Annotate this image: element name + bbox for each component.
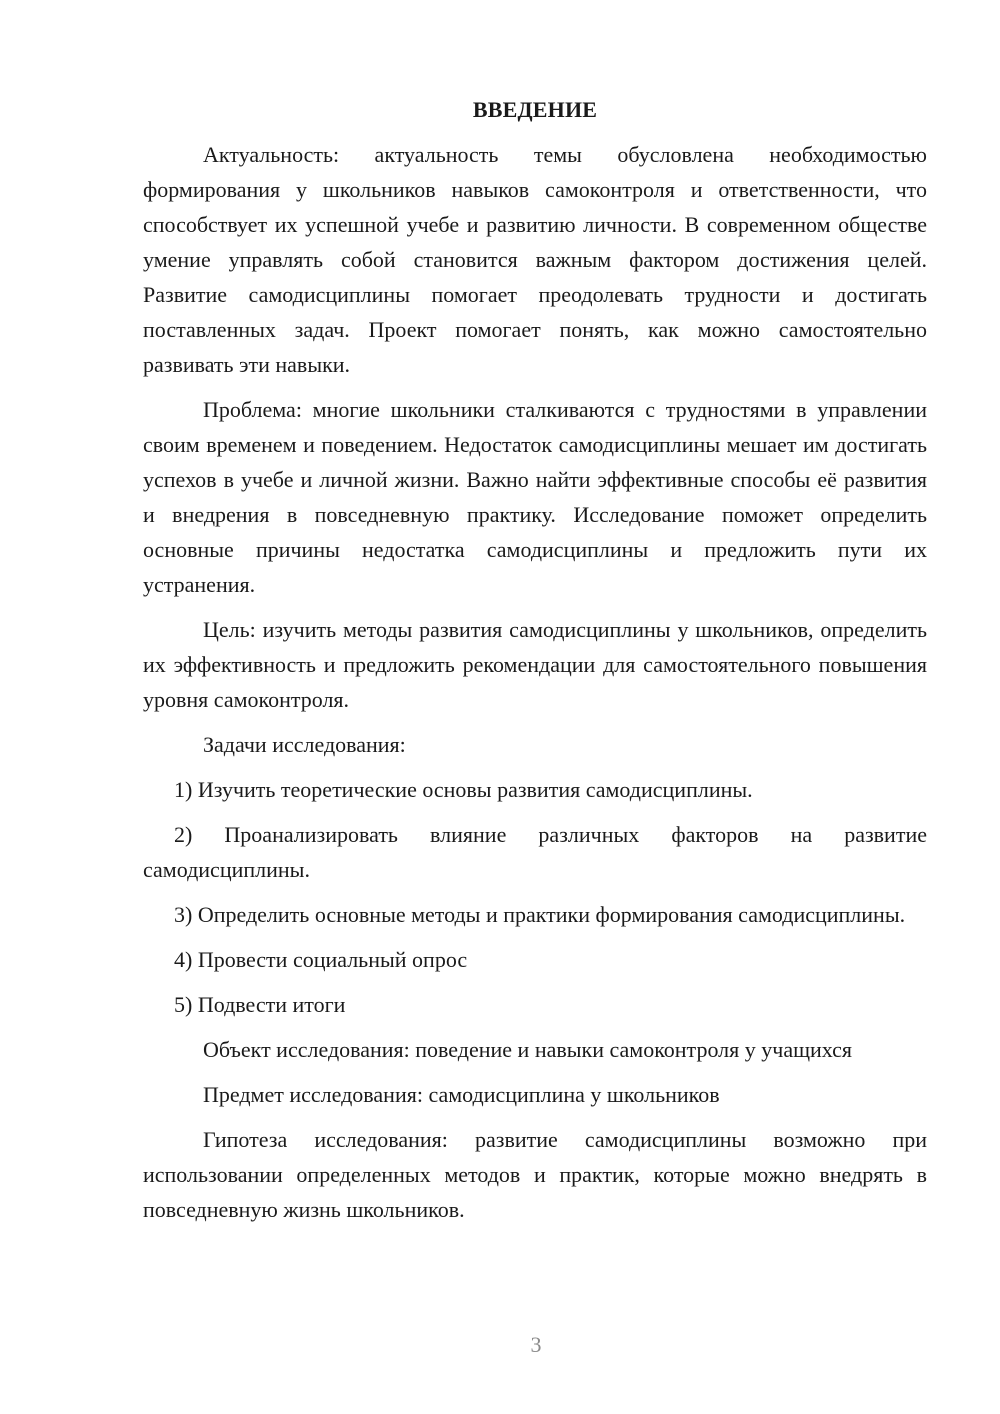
paragraph-subject: Предмет исследования: самодисциплина у школьников [203, 1082, 720, 1107]
paragraph-relevance: Актуальность: актуальность темы обусловлена необходимостью формирования у школьников навыков самоконтроля и ответственности, что способствует их успешной учебе и развитию личности. В современном обществе умение управлять собой становится важным фактором достижения целей. Развитие самодисциплины помогает преодолевать трудности и достигать поставленных задач. Проект помогает понять, как можно самостоятельно развивать эти навыки. [143, 142, 927, 377]
task-item-1: 1) Изучить теоретические основы развития самодисциплины. [174, 777, 753, 802]
paragraph-object: Объект исследования: поведение и навыки самоконтроля у учащихся [203, 1037, 853, 1062]
page-content [143, 92, 927, 1237]
task-item-3: 3) Определить основные методы и практики формирования самодисциплины. [174, 902, 906, 927]
paragraph-problem: Проблема: многие школьники сталкиваются с трудностями в управлении своим временем и поведением. Недостаток самодисциплины мешает им достигать успехов в учебе и личной жизни. Важно найти эффективные способы её развития и внедрения в повседневную практику. Исследование поможет определить основные причины недостатка самодисциплины и предложить пути их устранения. [143, 397, 927, 597]
paragraph-goal: Цель: изучить методы развития самодисциплины у школьников, определить их эффективность и предложить рекомендации для самостоятельного повышения уровня самоконтроля. [143, 617, 927, 712]
task-item-4: 4) Провести социальный опрос [174, 947, 468, 972]
page-title: ВВЕДЕНИЕ [472, 97, 598, 122]
paragraph-hypothesis: Гипотеза исследования: развитие самодисциплины возможно при использовании определенных методов и практик, которые можно внедрять в повседневную жизнь школьников. [143, 1127, 927, 1222]
task-item-2: 2) Проанализировать влияние различных факторов на развитие самодисциплины. [143, 822, 927, 882]
task-item-5: 5) Подвести итоги [174, 992, 346, 1017]
page-number: 3 [530, 1332, 542, 1357]
tasks-heading: Задачи исследования: [203, 732, 406, 757]
